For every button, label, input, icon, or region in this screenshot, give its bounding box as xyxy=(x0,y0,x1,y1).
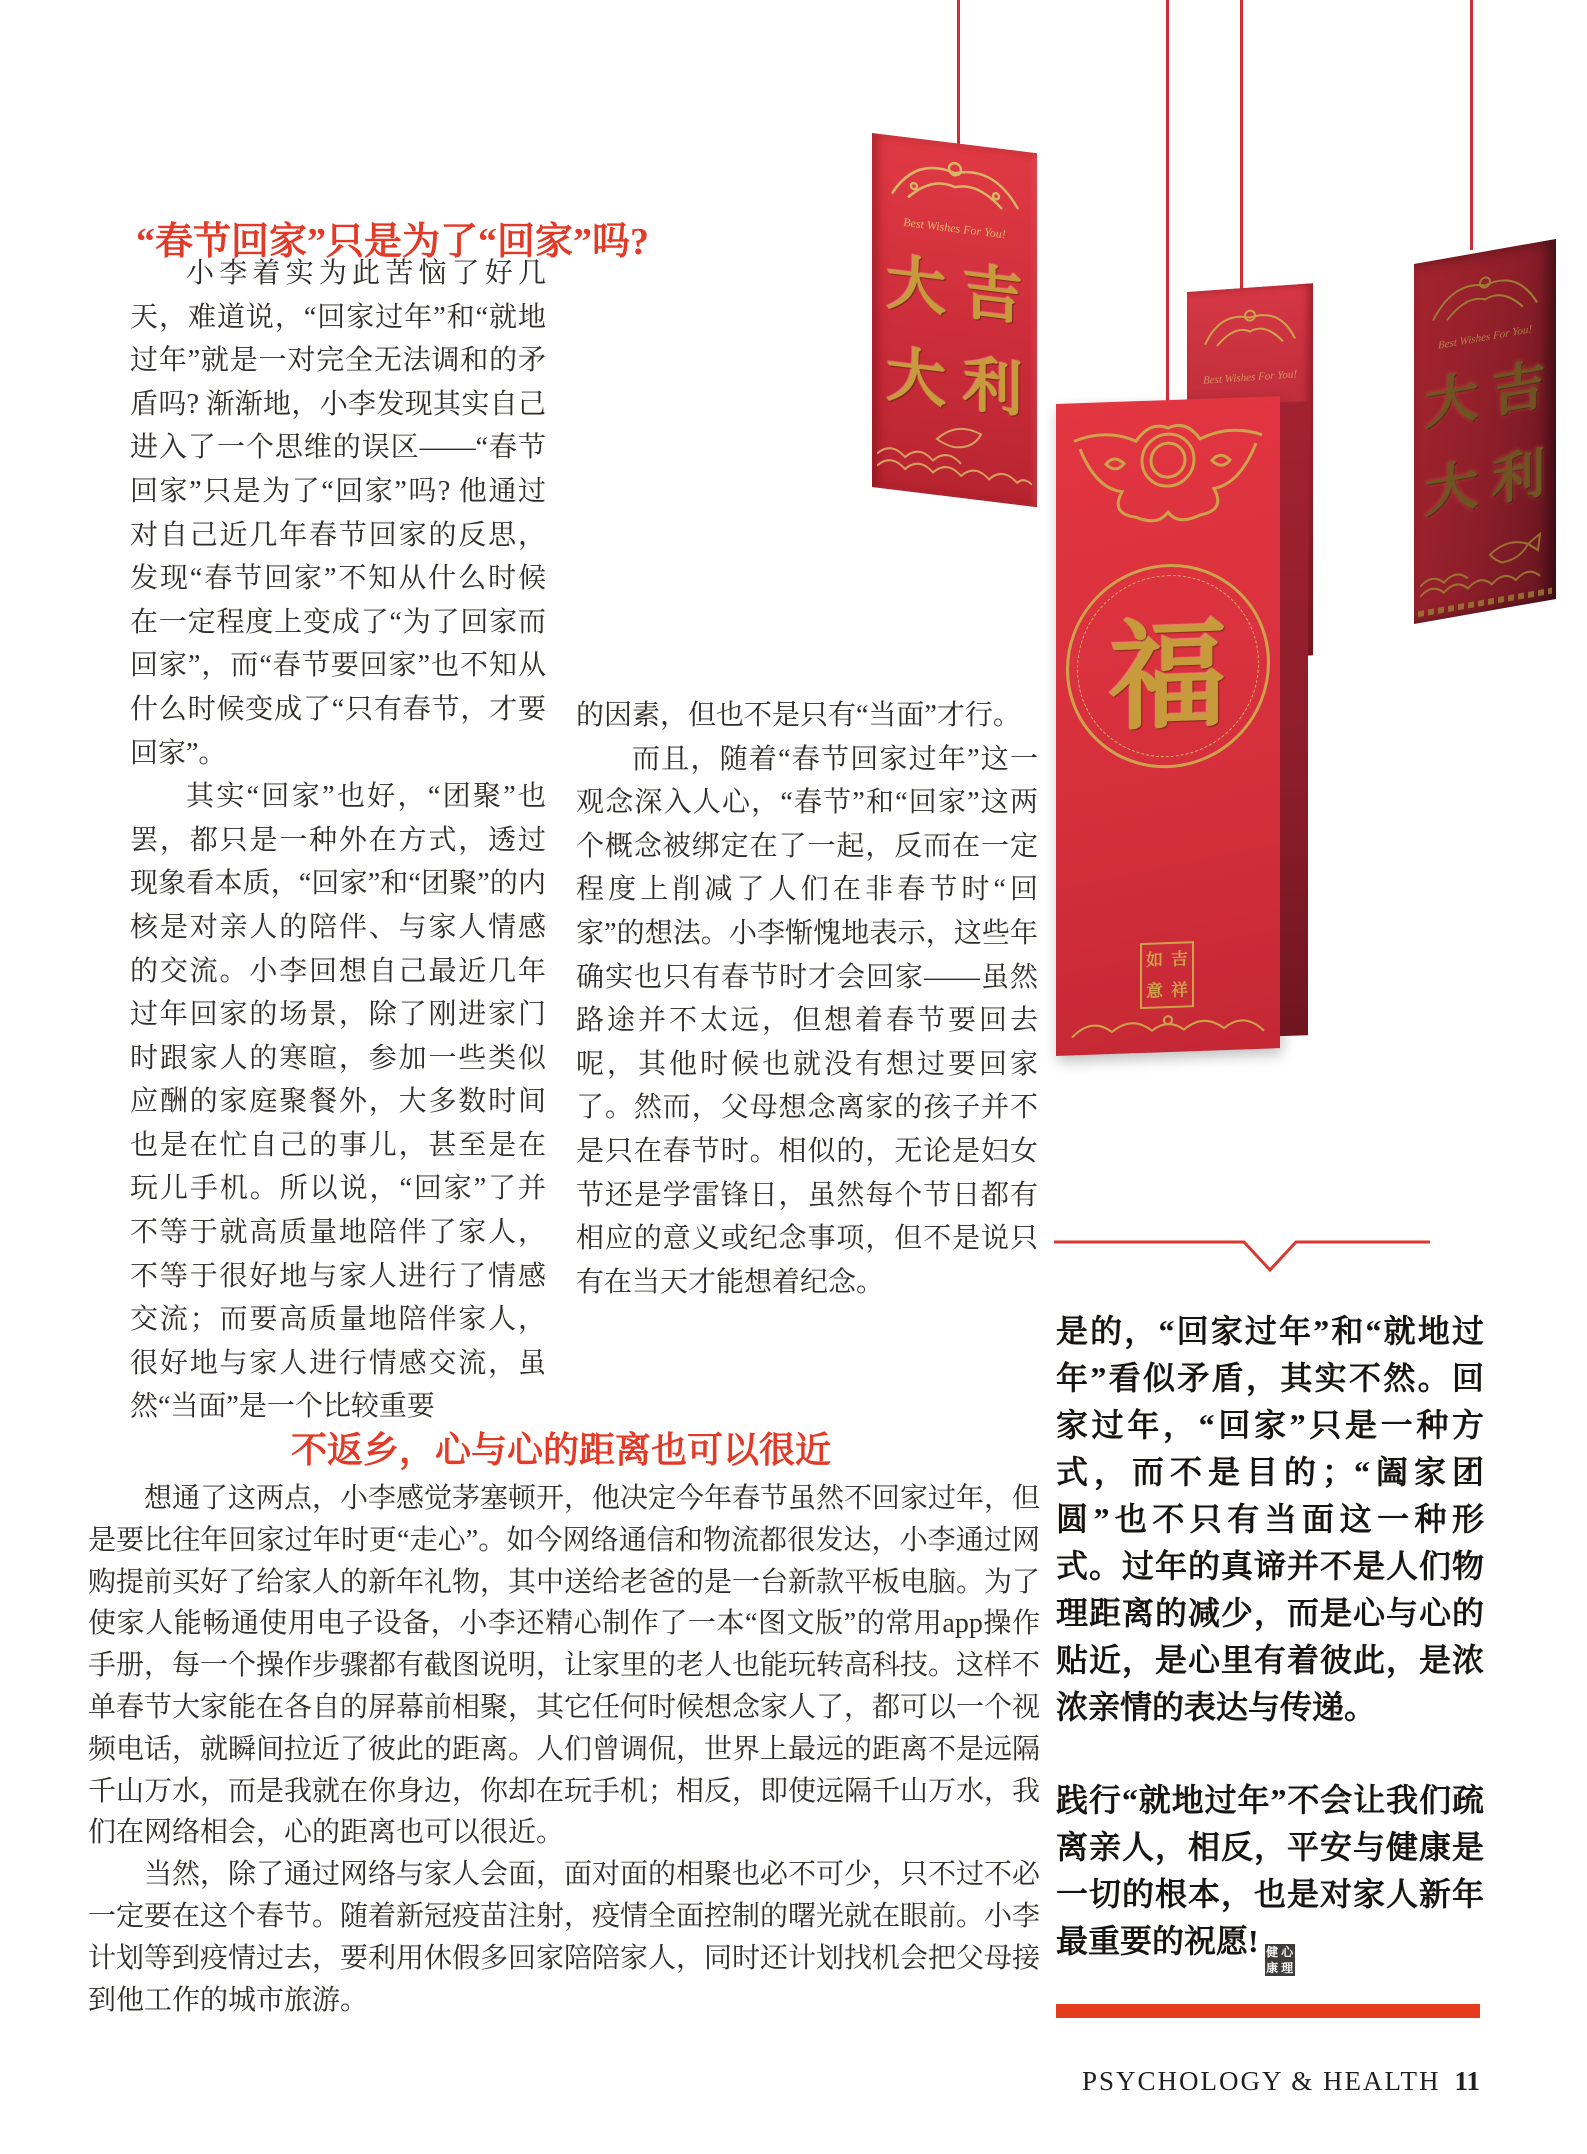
pullquote-paragraph: 践行“就地过年”不会让我们疏离亲人，相反，平安与健康是一切的根本，也是对家人新年最重要的祝愿! 健 心 康 理 xyxy=(1056,1782,1484,1975)
medallion-inner-ring xyxy=(1077,572,1259,760)
text-column-middle xyxy=(576,694,1038,1304)
red-envelope-daji-dali-right xyxy=(1414,239,1556,624)
page-footer xyxy=(1000,2066,1480,2097)
text-column-left xyxy=(130,252,546,1429)
fu-medallion xyxy=(1066,561,1270,772)
paragraph: 想通了这两点，小李感觉茅塞顿开，他决定今年春节虽然不回家过年，但是要比往年回家过年时更“走心”。如今网络通信和物流都很发达，小李通过网购提前买好了给家人的新年礼物，其中送给老爸的是一台新款平板电脑。为了使家人能畅通使用电子设备，小李还精心制作了一本“图文版”的常用app操作手册，每一个操作步骤都有截图说明，让家里的老人也能玩转高科技。这样不单春节大家能在各自的屏幕前相聚，其它任何时候想念家人了，都可以一个视频电话，就瞬间拉近了彼此的距离。人们曾调侃，世界上最远的距离不是远隔千山万水，而是我就在你身边，你却在玩手机；相反，即使远隔千山万水，我们在网络相会，心的距离也可以很近。 xyxy=(88,1483,1041,1849)
red-chevron-divider xyxy=(1054,1240,1432,1278)
pullquote-paragraph: 是的，“回家过年”和“就地过年”看似矛盾，其实不然。回家过年，“回家”只是一种方式，而不是目的；“阖家团圆”也不只有当面这一种形式。过年的真谛并不是人们物理距离的减少，而是心与心的贴近，是心里有着彼此，是浓浓亲情的表达与传递。 xyxy=(1056,1313,1484,1725)
red-envelope-daji-dali-left xyxy=(872,133,1037,507)
hanging-string xyxy=(1470,0,1473,250)
daji-dali-characters: 大 吉 大 利 xyxy=(1424,354,1546,525)
paragraph: 其实“回家”也好，“团聚”也罢，都只是一种外在方式，透过现象看本质，“回家”和“团聚”的内核是对亲人的陪伴、与家人情感的交流。小李回想自己最近几年过年回家的场景，除了刚进家门时跟家人的寒暄，参加一些类似应酬的家庭聚餐外，大多数时间也是在忙自己的事儿，甚至是在玩儿手机。所以说，“回家”了并不等于就高质量地陪伴了家人，不等于很好地与家人进行了情感交流；而要高质量地陪伴家人，很好地与家人进行情感交流，虽然“当面”是一个比较重要 xyxy=(130,781,546,1423)
bottom-text-block xyxy=(88,1478,1040,2021)
fu-character: 福 xyxy=(1108,610,1227,746)
paragraph: 小李着实为此苦恼了好几天，难道说，“回家过年”和“就地过年”就是一对完全无法调和的矛盾吗? 渐渐地，小李发现其实自己进入了一个思维的误区——“春节回家”只是为了“回家”吗? 他通过对自己近几年春节回家的反思，发现“春节回家”不知从什么时候在一定程度上变成了“为了回家而回家”，而“春节要回家”也不知从什么时候变成了“只有春节，才要回家”。 xyxy=(130,258,546,769)
best-wishes-script: Best Wishes For You! xyxy=(1202,368,1297,387)
paragraph: 当然，除了通过网络与家人会面，面对面的相聚也必不可少，只不过不必一定要在这个春节。随着新冠疫苗注射，疫情全面控制的曙光就在眼前。小李计划等到疫情过去，要利用休假多回家陪陪家人，同时还计划找机会把父母接到他工作的城市旅游。 xyxy=(88,1859,1041,2016)
jixiang-ruyi-seal: 如 吉 意 祥 xyxy=(1140,941,1194,1009)
page-number: 11 xyxy=(1454,2066,1480,2096)
hanging-string xyxy=(1166,0,1169,410)
journal-title: PSYCHOLOGY & HEALTH xyxy=(1081,2066,1441,2096)
section1-heading: “春节回家”只是为了“回家”吗? xyxy=(136,221,650,263)
hanging-string xyxy=(1240,0,1243,296)
best-wishes-script: Best Wishes For You! xyxy=(1437,323,1532,352)
sidebar-bottom-rule xyxy=(1056,2004,1480,2018)
best-wishes-script: Best Wishes For You! xyxy=(903,214,1006,242)
gold-cloud-lace-icon xyxy=(1066,413,1270,532)
gold-floral-icon xyxy=(880,144,1030,224)
sidebar-pullquote xyxy=(1056,1308,1484,1976)
magazine-logo-seal: 健 心 康 理 xyxy=(1266,1945,1294,1975)
envelope-front-face xyxy=(1056,396,1280,1056)
daji-dali-characters: 大 吉 大 利 xyxy=(886,249,1023,425)
paragraph: 的因素，但也不是只有“当面”才行。 xyxy=(576,700,1021,731)
section2-heading-wrap xyxy=(85,1422,1037,1473)
section2-heading: 不返乡，心与心的距离也可以很近 xyxy=(290,1430,831,1470)
gold-floral-icon xyxy=(1195,298,1305,362)
envelope-side-face xyxy=(1280,401,1308,1036)
hanging-string xyxy=(957,0,960,152)
red-envelope-fu xyxy=(1056,395,1308,1056)
gold-floral-border-icon xyxy=(1068,1005,1268,1046)
paragraph: 而且，随着“春节回家过年”这一观念深入人心，“春节”和“回家”这两个概念被绑定在了一起，反而在一定程度上削减了人们在非春节时“回家”的想法。小李惭愧地表示，这些年确实也只有春节时才会回家——虽然路途并不太远，但想着春节要回去呢，其他时候也就没有想过要回家了。然而，父母想念离家的孩子并不是只在春节时。相似的，无论是妇女节还是学雷锋日，虽然每个节日都有相应的意义或纪念事项，但不是说只有在当天才能想着纪念。 xyxy=(576,743,1038,1298)
